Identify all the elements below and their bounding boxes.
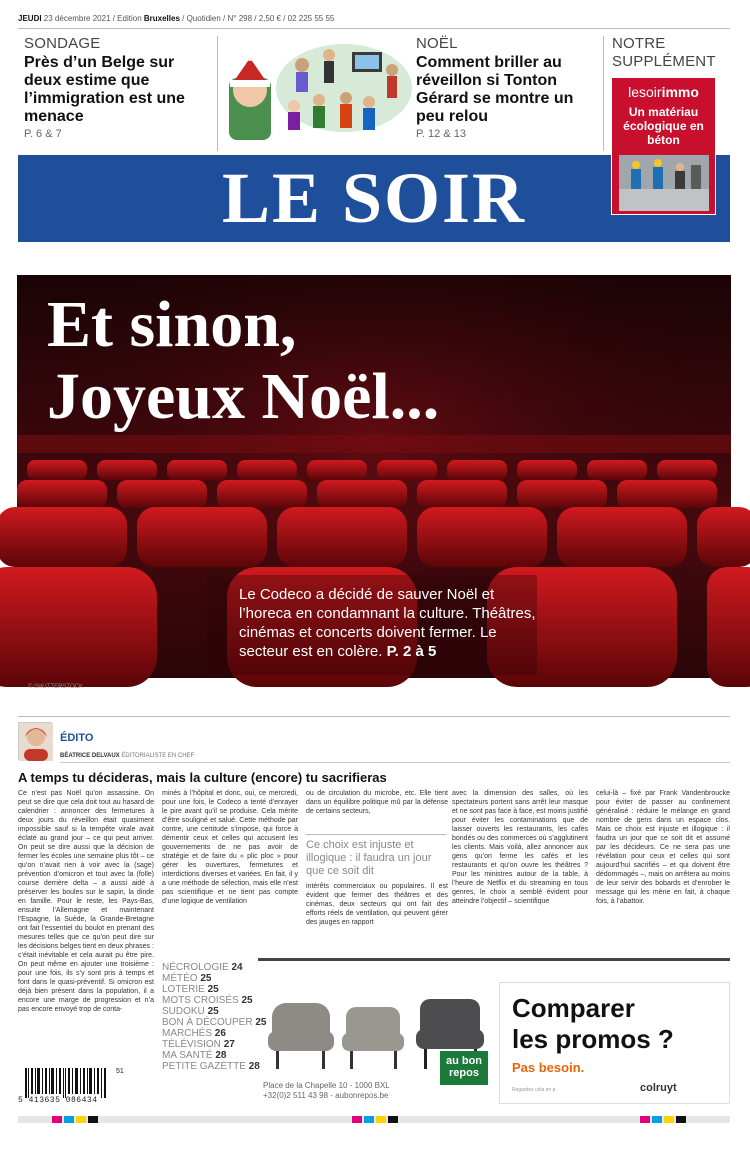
index-item[interactable]: MA SANTÉ 28 [162,1050,227,1061]
print-swatch [76,1116,86,1123]
index-item[interactable]: NÉCROLOGIE 24 [162,962,243,973]
ad-rule [258,958,730,961]
ad-au-bon-repos[interactable] [258,985,496,1103]
print-swatch [376,1116,386,1123]
issue-code: 51 [116,1068,124,1075]
teaser-kicker: SONDAGE [24,35,101,52]
christmas-illustration [224,40,414,140]
supplement-brand: lesoirimmo [628,84,699,100]
print-swatch [364,1116,374,1123]
ad-colruyt[interactable] [499,982,730,1104]
barcode [25,1068,107,1098]
top-rule [18,28,730,29]
supplement-text: Un matériau écologique en béton [623,105,704,147]
edito-column-1: Ce n’est pas Noël qu’on assassine. On peut se dire que cela doit tout au hasard de calendrier : annoncer des fermetures à deux jours du réveillon était quasiment impossible sauf si la tempête virale avait éclaté au grand jour – ce qui peut arriver. On peut se dire aussi que la décision de fermer les écoles une semaine plus tôt – ce qu’on n’avait rien à voir avec la (sage) prévention d’omicron et tout avec la (folle) course derrière delta – a aussi aidé à préserver les boules sur le sapin, la dinde en famille. Pour le reste, les Pays-Bas, ensuite l’Allemagne et maintenant l’Espagne, la Suède, la Grande-Bretagne ont fait l’essentiel du boulot en prenant des mesures telles que ce qu’on peut dire sur les décisions belges tient en deux phrases : c’était inévitable et cela aurait pu être pire. On peut même en ajouter une troisième : pour une fois, ils s’y sont pris à temps et font dans le quasi-préventif. Si omicron est déjà bien présent dans la population, il a encore une marge de progression et n’a pas encore envoyé trop de conta- [18,790,154,1013]
print-swatch [664,1116,674,1123]
author-avatar [18,722,52,760]
edito-column-2: minés à l’hôpital et donc, oui, ce mercredi, pour une fois, le Codeco a tenté d’enrayer le pire avant qu’il se produise. Cela mérite d’être souligné et salué. Cette méthode par contre, une certitude s’impose, qui force à démentir ceux et celles qui accusent les gouvernements de ne pas avoir de stratégie et de faire du « plic ploc » pour gérer les ouvertures, fermetures et interdictions diverses et variées. En fait, il y a une méthode de sélection, mais elle n’est pas scientifique et ne tient pas compte d’une logique de ventilation [162,790,298,905]
edito-column-3b: intérêts commerciaux ou populaires. Il est évident que fermer des théâtres et des cinémas, deux secteurs qui ont fait des efforts réels de ventilation, qui peuvent gérer des jauges en rapport [306,883,448,926]
edito-headline[interactable]: A temps tu décideras, mais la culture (encore) tu sacrifieras [18,770,387,785]
dateline-edition: Bruxelles [143,14,180,23]
colruyt-fineprint: Regardez cela en p. [512,1087,557,1093]
dateline-day: JEUDI [18,14,42,23]
teaser-survey[interactable] [24,35,194,140]
teaser-kicker: NOËL [416,35,458,52]
photo-credit: © SHUTTERSTOCK [28,684,83,690]
teaser-pages: P. 6 & 7 [24,128,62,140]
teaser-title: Près d’un Belge sur deux estime que l’immigration est une menace [24,54,185,125]
hero-headline: Et sinon, Joyeux Noël... [47,288,440,433]
dateline-meta: / Quotidien / N° 298 / 2,50 € / 02 225 55 55 [182,14,335,23]
teaser-christmas[interactable] [416,35,596,140]
barcode-digits: 5 413635 086434 [18,1096,98,1105]
edito-column-5: celui-là – fixé par Frank Vandenbroucke pour éviter de passer au confinement généralisé : réduire le mélange en grand nombre de gens dans un espace clos. Mais ce choix est injuste et illogique : il faudra un jour que ce soit dit et assumé par les décideurs. Ce ne sera pas une révélation pour ceux et celles qui sont aujourd’hui sacrifiés – et qui doivent être dédommagés –, mais on arrêtera au moins de leur servir des bobards et d’enrober le message qui les mène en fait, à chaque fois, à l’abattoir. [596,790,730,905]
hero-story[interactable] [17,275,731,678]
column-divider [603,36,604,151]
index-item[interactable]: MARCHÉS 26 [162,1028,226,1039]
print-swatch [64,1116,74,1123]
masthead-title: LE SOIR [221,158,527,238]
index-item[interactable]: TÉLÉVISION 27 [162,1039,235,1050]
index-item[interactable]: PETITE GAZETTE 28 [162,1061,260,1072]
au-bon-repos-logo: au bon repos [440,1051,488,1085]
edito-rule [60,762,730,763]
index-item[interactable]: LOTERIE 25 [162,984,219,995]
print-swatch [640,1116,650,1123]
hero-pages: P. 2 à 5 [386,643,437,660]
dateline-date: 23 décembre 2021 / Edition [43,14,142,23]
construction-photo [619,155,709,211]
colruyt-headline: Comparer les promos ? [512,993,674,1054]
index-item[interactable]: MÉTÉO 25 [162,973,212,984]
colruyt-logo: colruyt [640,1082,677,1094]
hero-caption: Le Codeco a décidé de sauver Noël et l’horeca en condamnant la culture. Théâtres, cinémas et concerts doivent fermer. Le secteur est en colère. P. 2 à 5 [239,586,536,660]
print-swatch [88,1116,98,1123]
dateline [18,14,334,23]
print-swatch [652,1116,662,1123]
teaser-title: Comment briller au réveillon si Tonton Gérard se montre un peu relou [416,54,574,125]
index-item[interactable]: SUDOKU 25 [162,1006,219,1017]
ad-address: Place de la Chapelle 10 - 1000 BXL +32(0)2 511 43 98 - aubonrepos.be [263,1081,390,1100]
edito-label: ÉDITO [60,732,94,744]
edito-column-3: ou de circulation du microbe, etc. Elle tient dans un équilibre politique mû par la défense de certains secteurs, [306,790,448,815]
print-swatch [388,1116,398,1123]
column-divider [217,36,218,151]
teaser-pages: P. 12 & 13 [416,128,466,140]
print-swatch [676,1116,686,1123]
pull-quote: Ce choix est injuste et illogique : il faudra un jour que ce soit dit [306,834,446,878]
index-item[interactable]: MOTS CROISÉS 25 [162,995,253,1006]
section-rule [18,716,730,717]
index-item[interactable]: BON À DÉCOUPER 25 [162,1017,267,1028]
print-bar [18,1116,730,1123]
index-list [162,962,267,1072]
print-swatch [52,1116,62,1123]
edito-author: BÉATRICE DELVAUX ÉDITORIALISTE EN CHEF [60,753,195,759]
edito-column-4: avec la dimension des salles, où les spectateurs portent sans arrêt leur masque et ne sont pas face à face, est moins justifié pour éviter les contaminations que de laisser ouverts les restaurants, les cafés bondés ou des commerces où s’agglutinent les clients. Mais voilà, allez annoncer aux gens qu’on ferme les cafés et les restaurants et qu’on ouvre les théâtres ? Pour les ministres autour de la table, à l’heure de Netflix et du streaming en tous genres, le choix a semblé évident pour atteindre l’objectif – scientifique [452,790,588,905]
print-swatch [352,1116,362,1123]
supplement-box[interactable] [611,77,716,215]
colruyt-subline: Pas besoin. [512,1060,585,1075]
supplement-kicker: NOTRE SUPPLÉMENT [612,35,716,70]
